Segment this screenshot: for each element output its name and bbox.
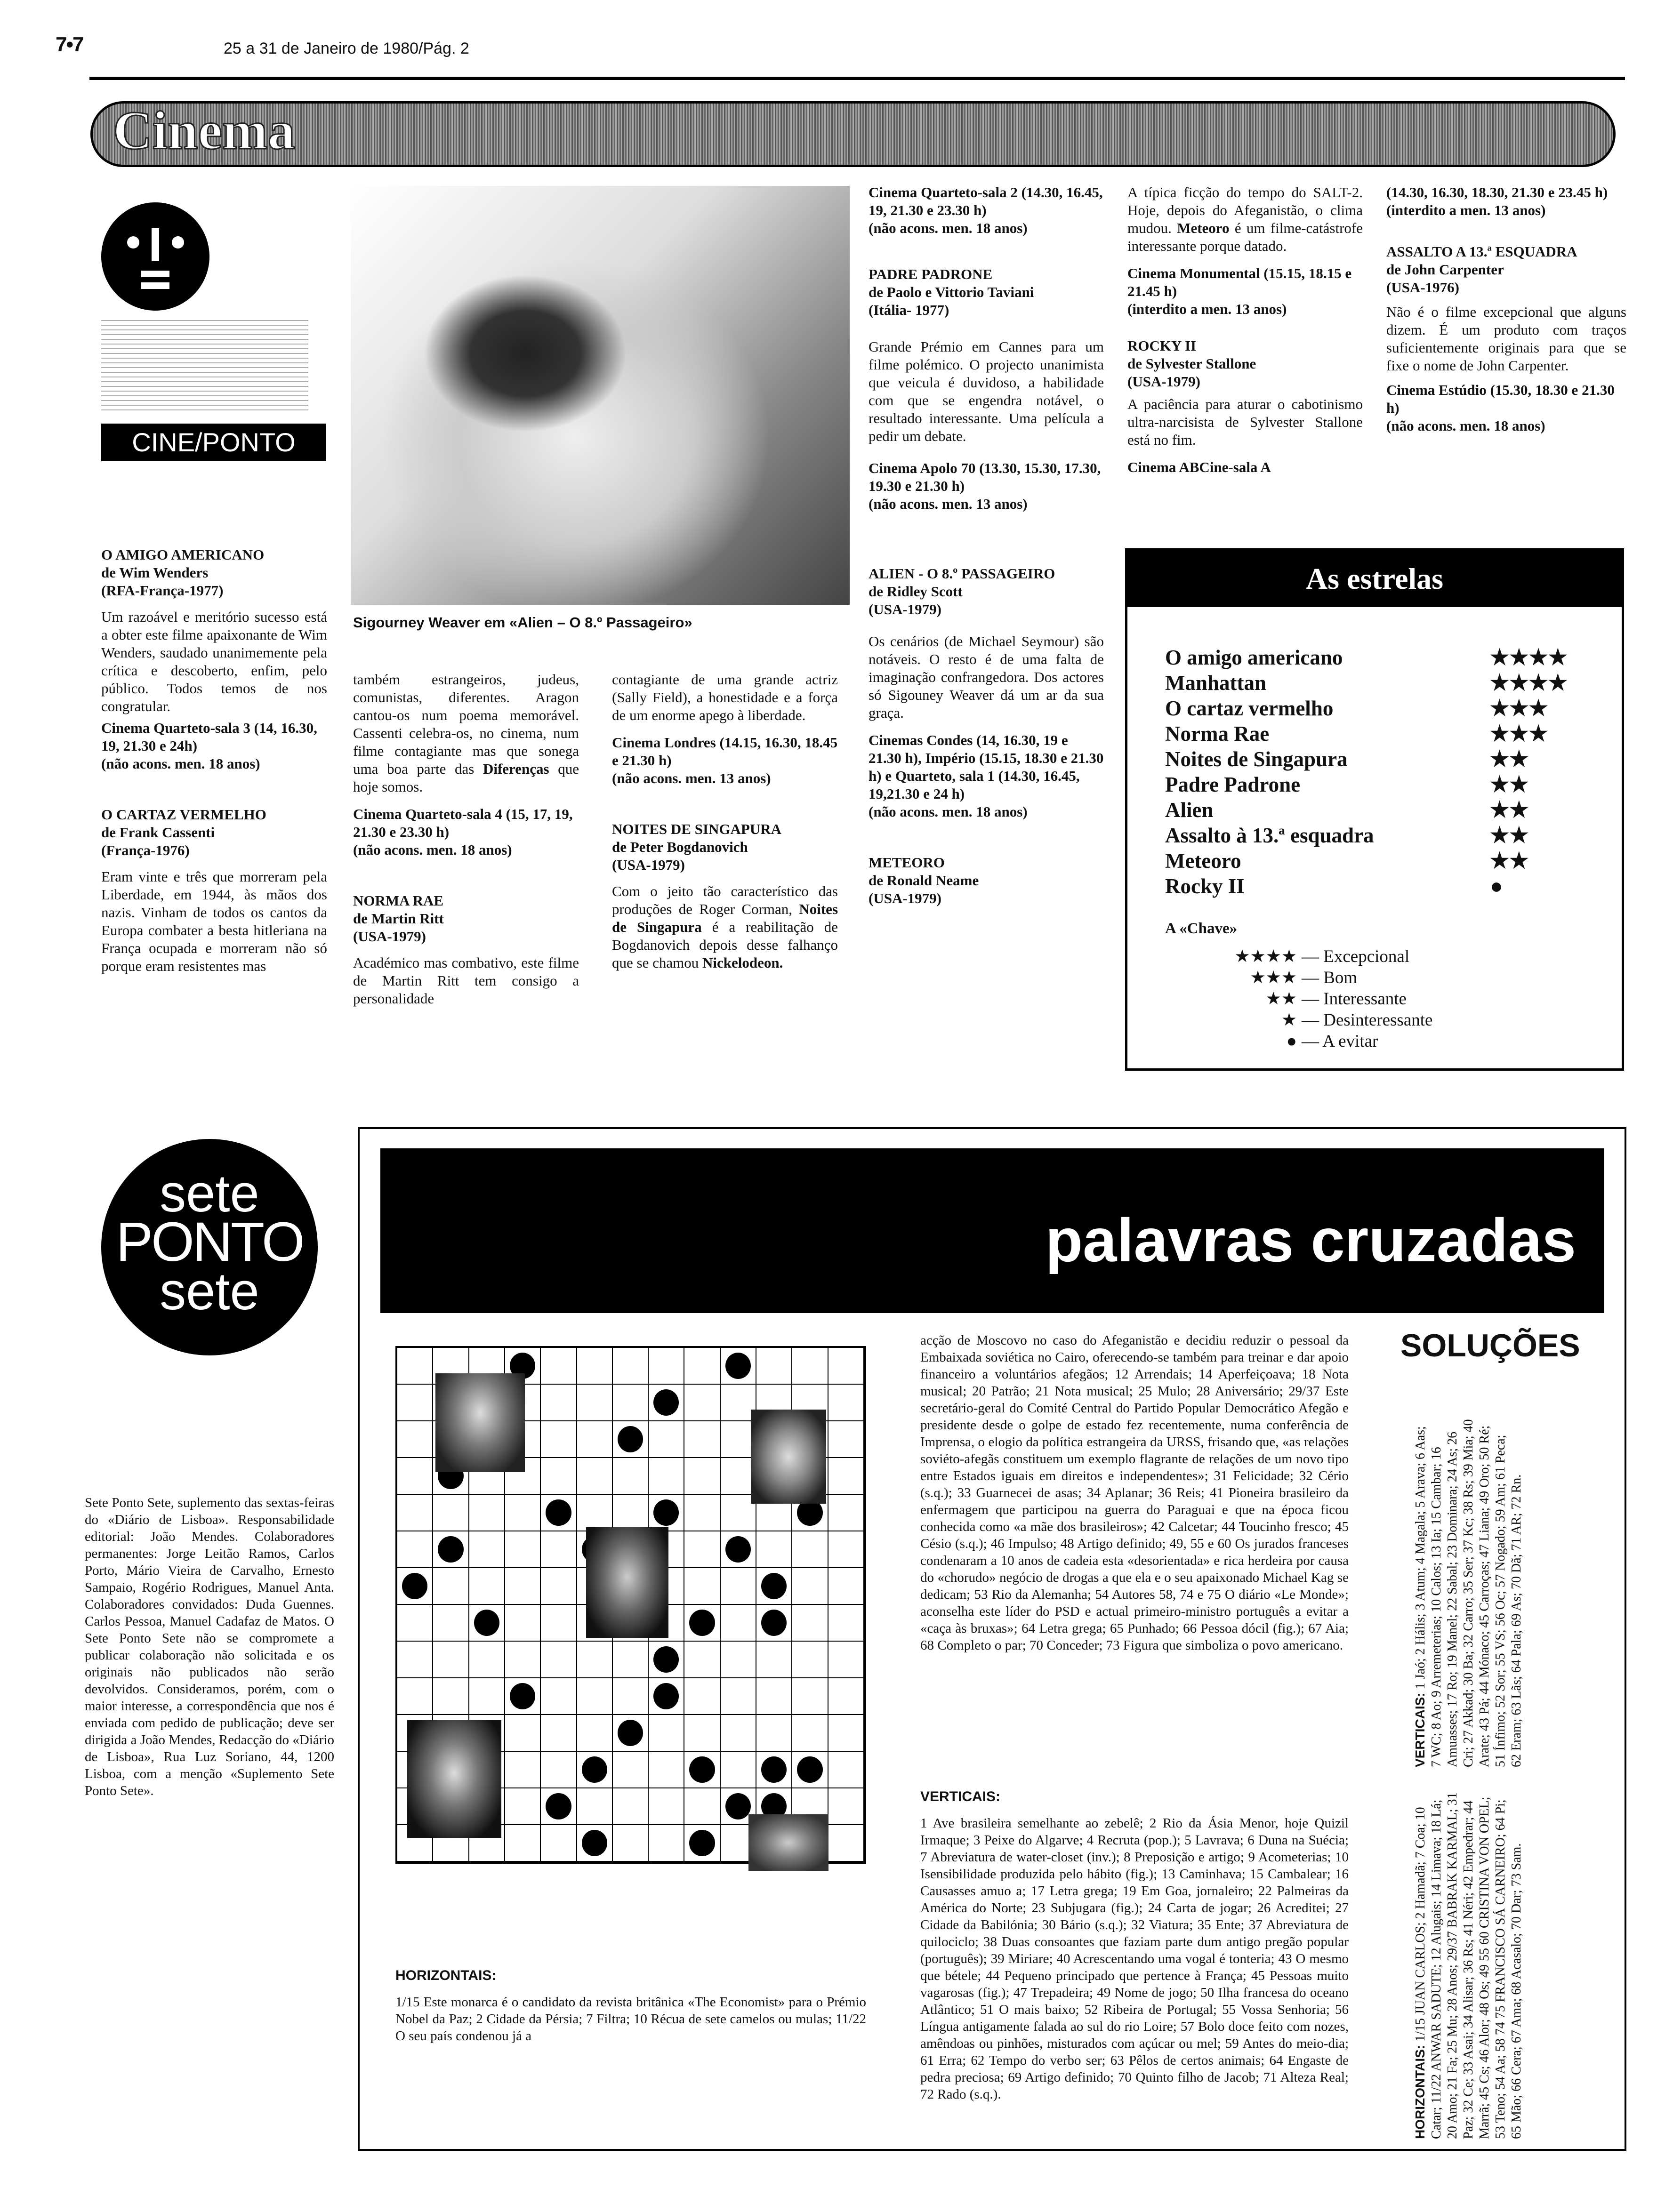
stars-icon: ★★★★ — [1490, 645, 1568, 669]
black-dot — [546, 1499, 571, 1526]
setepontosete-credits: Sete Ponto Sete, suplemento das sextas-feiras do «Diário de Lisboa». Responsabilidade editorial: João Mendes. Colaboradores permanentes: Jorge Leitão Ramos, Carlos Porto, Mário Vieira de Carvalho, Ernesto Sampaio, Rogério Rodrigues, Manuel Anta. Colaboradores convidados: Duda Guennes. Carlos Pessoa, Manuel Cadafaz de Matos. O Sete Ponto Sete não se compromete a publicar colaboração não solicitada e os originais não publicados não serão devolvidos. Consideramos, porém, com o maior interesse, a correspondência que nos é enviada com pedido de publicação; deve ser dirigida a João Mendes, Redacção do «Diário de Lisboa», Rua Luz Soriano, 44, 1200 Lisboa, com a menção «Suplemento Sete Ponto Sete». — [85, 1495, 334, 1798]
grid-cell — [577, 1825, 613, 1862]
grid-cell — [433, 1568, 469, 1605]
photo-caption: Sigourney Weaver em «Alien – O 8.º Passageiro» — [353, 614, 692, 631]
grid-cell — [541, 1531, 577, 1568]
key-row — [1165, 1010, 1495, 1031]
column-2: também estrangeiros, judeus, comunistas, diferentes. Aragon cantou-os num poema memorável. Cassenti celebra-os, no cinema, num filme contagiante mas que sonega uma boa parte das Diferenças que hoje somos. Cinema Quarteto-sala 4 (15, 17, 19, 21.30 e 23.30 h) (não acons. men. 18 anos) NORMA RAE de Martin Ritt (USA-1979) Académico mas combativo, este filme de Martin Ritt tem consigo a personalidade — [353, 671, 579, 1007]
black-dot — [653, 1646, 679, 1673]
black-dot — [689, 1610, 715, 1636]
grid-cell — [541, 1752, 577, 1788]
stars-icon: ★ — [1281, 1010, 1297, 1030]
grid-cell — [792, 1605, 828, 1642]
grid-cell — [505, 1568, 541, 1605]
film-name: Alien — [1165, 798, 1214, 822]
grid-cell — [792, 1642, 828, 1678]
black-dot — [653, 1389, 679, 1416]
date-line: 25 a 31 de Janeiro de 1980/Pág. 2 — [224, 40, 469, 57]
review-rating: (não acons. men. 18 anos) — [353, 842, 512, 858]
grid-cell — [541, 1788, 577, 1825]
review-rating: (não acons. men. 18 anos) — [1386, 417, 1545, 434]
grid-cell — [721, 1678, 756, 1715]
black-dot — [689, 1756, 715, 1783]
grid-cell — [792, 1531, 828, 1568]
grid-cell — [577, 1752, 613, 1788]
grid-cell — [721, 1568, 756, 1605]
black-dot — [797, 1756, 822, 1783]
estrelas-title: As estrelas — [1127, 551, 1622, 607]
black-dot — [653, 1499, 679, 1526]
grid-cell — [613, 1825, 649, 1862]
grid-cell — [828, 1531, 864, 1568]
grid-cell — [792, 1678, 828, 1715]
grid-cell — [828, 1678, 864, 1715]
verticais-block: VERTICAIS: 1 Ave brasileira semelhante ao zebelê; 2 Rio da Ásia Menor, hoje Quizil Irmaque; 3 Peixe do Algarve; 4 Recruta (pop.); 5 Lavrava; 6 Duna na Suécia; 7 Abreviatura de water-closet (inv.); 8 Preposição e artigo; 9 Acometerias; 10 Isensibilidade produzida pelo hábito (fig.); 13 Caminhava; 15 Cambalear; 16 Causasses amuo a; 17 Letra grega; 19 Em Goa, jornaleiro; 22 Palmeiras da América do Norte; 23 Subjugara (fig.); 24 Carta de jogar; 26 Acreditei; 27 Cidade da Babilónia; 30 Bário (s.q.); 32 Viatura; 35 Ente; 37 Abreviatura de quilociclo; 38 Duas consoantes que faziam parte dum antigo pregão popular (português); 39 Miriare; 40 Acrescentando uma vogal é tonteria; 43 O mesmo que bétele; 44 Pequeno principado que pertence à França; 45 Pessoas muito vagarosas (fig.); 47 Trepadeira; 49 Nome de jogo; 50 Ilha francesa do oceano Atlântico; 51 O mais baixo; 52 Ribeira de Portugal; 55 Vossa Senhoria; 56 Língua antigamente falada ao sul do rio Loire; 57 Bolo doce feito com nozes, amêndoas ou pinhões, misturados com açúcar ou mel; 59 Antes do meio-dia; 61 Erra; 62 Tempo do verbo ser; 63 Pêlos de certos animais; 64 Engaste de pedra preciosa; 69 Artigo definido; 70 Quinto filho de Jacob; 71 Alteza Real; 72 Rado (s.q.). — [920, 1789, 1349, 2102]
grid-cell — [756, 1568, 792, 1605]
key-label: — Excepcional — [1302, 947, 1410, 966]
estrelas-row — [1165, 823, 1598, 848]
film-name: O amigo americano — [1165, 646, 1343, 669]
grid-cell — [613, 1752, 649, 1788]
black-dot — [402, 1573, 427, 1599]
crossword-title: palavras cruzadas — [380, 1148, 1604, 1313]
cinema-banner-title: Cinema — [113, 101, 295, 161]
grid-cell — [577, 1421, 613, 1458]
black-dot — [582, 1830, 607, 1856]
key-label: — Bom — [1302, 968, 1358, 987]
review-text: Um razoável e meritório sucesso está a obter este filme apaixonante de Wim Wenders, saudado unanimemente pela crítica e descoberto, enfim, pelo público. Todos temos de nos congratular. — [101, 609, 327, 714]
grid-cell — [792, 1568, 828, 1605]
grid-cell — [613, 1715, 649, 1752]
grid-cell — [649, 1421, 684, 1458]
review-rating: (interdito a men. 13 anos) — [1386, 202, 1546, 218]
grid-cell — [541, 1421, 577, 1458]
estrelas-row — [1165, 645, 1598, 670]
grid-cell — [613, 1495, 649, 1531]
review-sessions: Cinema Estúdio (15.30, 18.30 e 21.30 h) — [1386, 382, 1615, 416]
key-list — [1165, 946, 1495, 1052]
grid-cell — [684, 1642, 720, 1678]
review-sessions: Cinema ABCine-sala A — [1127, 459, 1271, 475]
grid-cell — [684, 1568, 720, 1605]
film-name: Manhattan — [1165, 671, 1267, 695]
grid-cell — [505, 1752, 541, 1788]
dot-icon: ● — [1490, 874, 1503, 898]
grid-cell — [397, 1678, 433, 1715]
grid-cell — [577, 1788, 613, 1825]
grid-cell — [613, 1348, 649, 1385]
grid-cell — [433, 1642, 469, 1678]
film-name: O cartaz vermelho — [1165, 697, 1334, 720]
key-label: — A evitar — [1302, 1032, 1378, 1051]
grid-cell — [541, 1678, 577, 1715]
face-icon — [101, 202, 209, 311]
grid-cell — [828, 1642, 864, 1678]
grid-cell — [792, 1752, 828, 1788]
review-text: Os cenários (de Michael Seymour) são notáveis. O resto é de uma falta de imaginação confrangedora. Dos actores só Sigouney Weaver dá um ar da sua graça. — [869, 633, 1104, 721]
key-row — [1165, 1031, 1495, 1052]
grid-cell — [613, 1421, 649, 1458]
horizontais-cont: acção de Moscovo no caso do Afeganistão e decidiu reduzir o pessoal da Embaixada soviética no Cairo, oferecendo-se também para treinar e dar apoio financeiro a voluntários afegãos; 12 Arrendais; 14 Aperfeiçoava; 18 Nota musical; 20 Patrão; 21 Nota musical; 25 Mulo; 28 Aniversário; 29/37 Este secretário-geral do Comité Central do Partido Popular Democrático Afegão e presidente desde o golpe de estado fez recentemente, numa conferência de Imprensa, o elogio da política estrangeira da URSS, frisando que, «as relações soviéto-afegãs constituem um exemplo flagrante de relações de um novo tipo entre Estados iguais em direitos e independentes»; 31 Felicidade; 32 Cério (s.q.); 33 Guarnecei de asas; 34 Aplanar; 36 Reis; 41 Pioneira brasileiro da enfermagem que participou na guerra do Paraguai e que na época ficou conhecida como «a mãe dos brasileiros»; 42 Calcetar; 44 Toucinho fresco; 45 Césio (s.q.); 46 Impulso; 48 Artigo definido; 49, 55 e 60 Os jurados franceses condenaram a 10 anos de cadeia esta «desorientada» e rica herdeira por causa do «chorudo» negócio de drogas a que ela e o seu apaixonado Michael Kag se dedicam; 53 Rio da Alemanha; 54 Autores 58, 74 e 75 O diário «Le Monde»; aconselha este líder do PSD e actual primeiro-ministro português a evitar a «caça às bruxas»; 64 Letra grega; 65 Punhado; 66 Pessoa dócil (fig.); 67 Aia; 68 Completo o par; 70 Conceder; 73 Figura que simboliza o povo americano. — [920, 1333, 1349, 1653]
grid-cell — [721, 1752, 756, 1788]
dot-icon: ● — [1286, 1032, 1297, 1051]
grid-cell — [433, 1495, 469, 1531]
estrelas-row — [1165, 772, 1598, 797]
grid-photo-man-2 — [586, 1527, 668, 1638]
setepontosete-logo: sete PONTO sete — [101, 1139, 318, 1355]
black-dot — [725, 1536, 751, 1563]
review-title: O AMIGO AMERICANO — [101, 546, 265, 563]
black-dot — [618, 1720, 643, 1746]
review-text: Não é o filme excepcional que alguns dizem. É um produto com traços suficientemente originais para que se fixe o nome de John Carpenter. — [1386, 304, 1626, 374]
stars-icon: ★★★ — [1490, 696, 1548, 720]
grid-cell — [541, 1495, 577, 1531]
grid-cell — [684, 1678, 720, 1715]
grid-cell — [505, 1825, 541, 1862]
cineponto-label: CINE/PONTO — [101, 424, 326, 461]
solucoes-title: SOLUÇÕES — [1400, 1328, 1580, 1363]
grid-cell — [577, 1458, 613, 1495]
review-sessions: Cinemas Condes (14, 16.30, 19 e 21.30 h), Império (15.15, 18.30 e 21.30 h) e Quarteto, sala 1 (14.30, 16.45, 19,21.30 e 24 h) — [869, 732, 1104, 802]
grid-cell — [684, 1715, 720, 1752]
key-row — [1165, 988, 1495, 1010]
review-rating: (não acons. men. 18 anos) — [869, 803, 1028, 820]
grid-cell — [541, 1348, 577, 1385]
grid-cell — [505, 1788, 541, 1825]
grid-cell — [577, 1678, 613, 1715]
grid-cell — [541, 1715, 577, 1752]
estrelas-row — [1165, 797, 1598, 823]
grid-photo-man-3 — [407, 1720, 501, 1838]
review-text: Grande Prémio em Cannes para um filme polémico. O projecto unanimista que veicula é duvidoso, a habilidade com que se engendra notável, o resultado interessante. Uma película a pedir um debate. — [869, 338, 1104, 444]
film-name: Padre Padrone — [1165, 773, 1301, 796]
grid-cell — [828, 1495, 864, 1531]
grid-cell — [792, 1715, 828, 1752]
grid-photo-man-4 — [748, 1814, 828, 1871]
grid-cell — [828, 1348, 864, 1385]
grid-cell — [613, 1458, 649, 1495]
review-text: A paciência para aturar o cabotinismo ultra-narcisista de Sylvester Stallone está no fim. — [1127, 396, 1363, 448]
review-title: NORMA RAE — [353, 892, 444, 909]
review-text: Eram vinte e três que morreram pela Liberdade, em 1944, às mãos dos nazis. Vinham de todos os cantos da Europa combater a besta hitleriana na França ocupada e morreram não só porque eram resistentes mas — [101, 868, 327, 974]
grid-cell — [684, 1421, 720, 1458]
grid-cell — [541, 1605, 577, 1642]
black-dot — [618, 1426, 643, 1452]
column-5: A típica ficção do tempo do SALT-2. Hoje, depois do Afeganistão, o clima mudou. Meteoro é um filme-catástrofe interessante porque datado. Cinema Monumental (15.15, 18.15 e 21.45 h) (interdito a men. 13 anos) ROCKY II de Sylvester Stallone (USA-1979) A paciência para aturar o cabotinismo ultra-narcisista de Sylvester Stallone está no fim. Cinema ABCine-sala A — [1127, 184, 1363, 475]
grid-cell — [433, 1678, 469, 1715]
review-rating: (não acons. men. 18 anos) — [101, 755, 260, 772]
black-dot — [725, 1353, 751, 1379]
grid-cell — [649, 1715, 684, 1752]
stars-icon: ★★ — [1490, 798, 1529, 822]
grid-cell — [469, 1605, 505, 1642]
review-rating: (não acons. men. 13 anos) — [869, 496, 1028, 512]
grid-cell — [541, 1458, 577, 1495]
grid-cell — [649, 1385, 684, 1421]
grid-cell — [684, 1531, 720, 1568]
grid-cell — [577, 1385, 613, 1421]
stars-icon: ★★ — [1490, 849, 1529, 873]
grid-cell — [828, 1385, 864, 1421]
estrelas-row — [1165, 746, 1598, 772]
grid-cell — [684, 1458, 720, 1495]
review-title: O CARTAZ VERMELHO — [101, 806, 266, 823]
black-dot — [582, 1756, 607, 1783]
grid-cell — [613, 1642, 649, 1678]
stars-icon: ★★ — [1490, 747, 1529, 771]
grid-cell — [828, 1421, 864, 1458]
grid-cell — [397, 1348, 433, 1385]
grid-cell — [505, 1642, 541, 1678]
key-row — [1165, 946, 1495, 967]
grid-cell — [756, 1531, 792, 1568]
grid-cell — [828, 1605, 864, 1642]
grid-cell — [541, 1825, 577, 1862]
review-sessions: Cinema Monumental (15.15, 18.15 e 21.45 h) — [1127, 265, 1352, 299]
grid-cell — [828, 1458, 864, 1495]
estrelas-row — [1165, 670, 1598, 696]
grid-cell — [469, 1678, 505, 1715]
grid-cell — [541, 1385, 577, 1421]
grid-cell — [469, 1568, 505, 1605]
key-row — [1165, 967, 1495, 988]
grid-cell — [613, 1788, 649, 1825]
film-name: Meteoro — [1165, 849, 1241, 873]
grid-cell — [684, 1385, 720, 1421]
film-name: Assalto à 13.ª esquadra — [1165, 824, 1374, 847]
review-sessions: Cinema Apolo 70 (13.30, 15.30, 17.30, 19.30 e 21.30 h) — [869, 460, 1101, 494]
grid-cell — [828, 1715, 864, 1752]
review-sessions: Cinema Quarteto-sala 4 (15, 17, 19, 21.30 e 23.30 h) — [353, 806, 573, 840]
grid-cell — [541, 1642, 577, 1678]
cinema-banner — [90, 101, 1616, 167]
review-title: ROCKY II — [1127, 337, 1197, 354]
grid-cell — [828, 1752, 864, 1788]
grid-cell — [577, 1642, 613, 1678]
grid-cell — [433, 1531, 469, 1568]
grid-cell — [684, 1788, 720, 1825]
estrelas-row — [1165, 848, 1598, 874]
column-6: (14.30, 16.30, 18.30, 21.30 e 23.45 h) (interdito a men. 13 anos) ASSALTO A 13.ª ESQUADRA de John Carpenter (USA-1976) Não é o filme excepcional que alguns dizem. É um produto com traços suficientemente originais para que se fixe o nome de John Carpenter. Cinema Estúdio (15.30, 18.30 e 21.30 h) (não acons. men. 18 anos) — [1386, 184, 1626, 434]
grid-cell — [756, 1642, 792, 1678]
black-dot — [510, 1683, 535, 1709]
horizontais-block: HORIZONTAIS: 1/15 Este monarca é o candidato da revista britânica «The Economist» para o Prémio Nobel da Paz; 2 Cidade da Pérsia; 7 Filtra; 10 Récua de sete camelos ou mulas; 11/22 O seu país condenou já a — [395, 1968, 866, 2044]
grid-cell — [756, 1752, 792, 1788]
grid-cell — [397, 1605, 433, 1642]
grid-cell — [397, 1495, 433, 1531]
grid-cell — [505, 1678, 541, 1715]
grid-cell — [505, 1495, 541, 1531]
grid-cell — [577, 1495, 613, 1531]
grid-cell — [433, 1605, 469, 1642]
black-dot — [438, 1536, 463, 1563]
grid-cell — [649, 1642, 684, 1678]
review-text: Académico mas combativo, este filme de Martin Ritt tem consigo a personalidade — [353, 954, 579, 1007]
grid-cell — [505, 1531, 541, 1568]
key-label: — Interessante — [1302, 989, 1407, 1009]
grid-photo-man-1 — [751, 1410, 826, 1504]
estrelas-row — [1165, 721, 1598, 746]
grid-cell — [721, 1348, 756, 1385]
grid-cell — [649, 1788, 684, 1825]
alien-photo — [351, 186, 850, 605]
grid-cell — [649, 1495, 684, 1531]
grid-cell — [613, 1678, 649, 1715]
review-title: METEORO — [869, 854, 945, 871]
grid-photo-woman — [435, 1373, 525, 1472]
black-dot — [689, 1830, 715, 1856]
film-name: Norma Rae — [1165, 722, 1270, 745]
grid-cell — [397, 1421, 433, 1458]
grid-cell — [649, 1348, 684, 1385]
estrelas-row — [1165, 874, 1598, 899]
grid-cell — [684, 1752, 720, 1788]
key-label: — Desinteressante — [1302, 1010, 1433, 1030]
grid-cell — [397, 1531, 433, 1568]
grid-cell — [649, 1458, 684, 1495]
grid-cell — [828, 1568, 864, 1605]
stars-icon: ★★ — [1490, 823, 1529, 847]
column-4: Cinema Quarteto-sala 2 (14.30, 16.45, 19, 21.30 e 23.30 h) (não acons. men. 18 anos) PADRE PADRONE de Paolo e Vittorio Taviani (Itália- 1977) Grande Prémio em Cannes para um filme polémico. O projecto unanimista que veicula é duvidoso, a habilidade com que se engendra notável, o resultado interessante. Uma película a pedir um debate. Cinema Apolo 70 (13.30, 15.30, 17.30, 19.30 e 21.30 h) (não acons. men. 13 anos) ALIEN - O 8.º PASSAGEIRO de Ridley Scott (USA-1979) Os cenários (de Michael Seymour) são notáveis. O resto é de uma falta de imaginação confrangedora. Dos actores só Sigouney Weaver dá um ar da sua graça. Cinemas Condes (14, 16.30, 19 e 21.30 h), Império (15.15, 18.30 e 21.30 h) e Quarteto, sala 1 (14.30, 16.45, 19,21.30 e 24 h) (não acons. men. 18 anos) METEORO de Ronald Neame (USA-1979) — [869, 184, 1104, 906]
review-sessions: Cinema Quarteto-sala 2 (14.30, 16.45, 19, 21.30 e 23.30 h) — [869, 184, 1103, 218]
grid-cell — [684, 1495, 720, 1531]
black-dot — [761, 1610, 787, 1636]
review-title: PADRE PADRONE — [869, 266, 993, 282]
black-dot — [725, 1793, 751, 1819]
grid-cell — [649, 1678, 684, 1715]
column-1: O AMIGO AMERICANO de Wim Wenders (RFA-França-1977) Um razoável e meritório sucesso está a obter este filme apaixonante de Wim Wenders, saudado unanimemente pela crítica e descoberto, enfim, pelo público. Todos temos de nos congratular. Cinema Quarteto-sala 3 (14, 16.30, 19, 21.30 e 24h) (não acons. men. 18 anos) O CARTAZ VERMELHO de Frank Cassenti (França-1976) Eram vinte e três que morreram pela Liberdade, em 1944, às mãos dos nazis. Vinham de todos os cantos da Europa combater a besta hitleriana na França ocupada e morreram não só porque eram resistentes mas — [101, 546, 327, 974]
grid-cell — [397, 1458, 433, 1495]
grid-cell — [397, 1642, 433, 1678]
grid-cell — [721, 1531, 756, 1568]
header-rule — [89, 77, 1625, 80]
review-sessions: Cinema Quarteto-sala 3 (14, 16.30, 19, 21.30 e 24h) — [101, 720, 317, 754]
grid-cell — [469, 1531, 505, 1568]
grid-cell — [397, 1385, 433, 1421]
grid-cell — [505, 1605, 541, 1642]
grid-cell — [684, 1605, 720, 1642]
grid-cell — [469, 1495, 505, 1531]
key-title: A «Chave» — [1165, 920, 1238, 937]
film-name: Noites de Singapura — [1165, 747, 1348, 771]
review-rating: (interdito a men. 13 anos) — [1127, 301, 1287, 317]
estrelas-row — [1165, 696, 1598, 721]
black-dot — [546, 1793, 571, 1819]
stars-icon: ★★★★ — [1234, 947, 1297, 966]
stars-icon: ★★★★ — [1490, 671, 1568, 695]
solucoes-rotated: HORIZONTAIS: 1/15 JUAN CARLOS; 2 Hamadã; 7 Coa; 10 Catar; 11/22 ANWAR SADUTE; 12 Alugais; 14 Limava; 18 Lá; 20 Amo; 21 Fa; 25 Mu; 28 Anos; 29/37 BABRAK KARMAL; 31 Paz; 32 Ce; 33 Asai; 34 Alisar; 36 Rs; 41 Néri; 42 Empedrar; 44 Marrã; 45 Cs; 46 Alor; 48 Os; 49 55 60 CRISTINA VON OPEL; 53 Teno; 54 Aa; 58 74 75 FRANCISCO SÁ CARNEIRO; 64 Pi; 65 Mão; 66 Cera; 67 Ama; 68 Acasalo; 70 Dar; 73 Sam. VERTICAIS: 1 Jaó; 2 Hális; 3 Atum; 4 Magala; 5 Arava; 6 Aas; 7 WC; 8 Ao; 9 Arremeterias; 10 Calos; 13 Ia; 15 Cambar; 16 Amuasses; 17 Ro; 19 Manel; 22 Sabal; 23 Dominara; 24 As; 26 Cri; 27 Akkad; 30 Ba; 32 Carro; 35 Ser; 37 Kc; 38 Rs; 39 Mia; 40 Arate; 43 Pá; 44 Mónaco; 45 Carroças; 47 Liana; 49 Oro; 50 Ré; 51 Ínfimo; 52 Sor; 55 VS; 56 Oc; 57 Nogado; 59 Am; 61 Peca; 62 Eram; 63 Lãs; 64 Pala; 69 As; 70 Dã; 71 AR; 72 Rn. — [1413, 1419, 1524, 2139]
grid-cell — [721, 1605, 756, 1642]
review-rating: (não acons. men. 13 anos) — [612, 770, 771, 786]
masthead-logo: 7•7 — [56, 33, 83, 56]
grid-cell — [577, 1348, 613, 1385]
black-dot — [474, 1610, 499, 1636]
column-3: contagiante de uma grande actriz (Sally Field), a honestidade e a força de um enorme apego à liberdade. Cinema Londres (14.15, 16.30, 18.45 e 21.30 h) (não acons. men. 13 anos) NOITES DE SINGAPURA de Peter Bogdanovich (USA-1979) Com o jeito tão característico das produções de Roger Corman, Noites de Singapura é a reabilitação de Bogdanovich depois desse falhanço que se chamou Nickelodeon. — [612, 671, 838, 971]
grid-cell — [756, 1678, 792, 1715]
grid-cell — [577, 1715, 613, 1752]
grid-cell — [756, 1348, 792, 1385]
grid-cell — [541, 1568, 577, 1605]
grid-cell — [721, 1715, 756, 1752]
grid-cell — [397, 1568, 433, 1605]
grid-cell — [828, 1788, 864, 1825]
stars-icon: ★★★ — [1490, 721, 1548, 745]
grid-cell — [792, 1348, 828, 1385]
review-title: ALIEN - O 8.º PASSAGEIRO — [869, 565, 1055, 582]
grid-cell — [756, 1715, 792, 1752]
film-name: Rocky II — [1165, 874, 1245, 898]
grid-cell — [649, 1752, 684, 1788]
black-dot — [761, 1573, 787, 1599]
grid-cell — [756, 1605, 792, 1642]
grid-cell — [684, 1825, 720, 1862]
grid-cell — [469, 1642, 505, 1678]
grid-cell — [684, 1348, 720, 1385]
grid-cell — [649, 1825, 684, 1862]
review-title: NOITES DE SINGAPURA — [612, 821, 782, 837]
review-title: ASSALTO A 13.ª ESQUADRA — [1386, 243, 1577, 260]
estrelas-list — [1165, 645, 1598, 899]
grid-cell — [721, 1642, 756, 1678]
black-dot — [653, 1683, 679, 1709]
halftone-pattern — [101, 320, 308, 414]
stars-icon: ★★ — [1490, 772, 1529, 796]
review-sessions: Cinema Londres (14.15, 16.30, 18.45 e 21.30 h) — [612, 734, 838, 769]
grid-cell — [828, 1825, 864, 1862]
grid-cell — [505, 1715, 541, 1752]
estrelas-box — [1125, 548, 1624, 1071]
cineponto-logo — [101, 198, 327, 480]
stars-icon: ★★★ — [1250, 968, 1297, 987]
stars-icon: ★★ — [1265, 989, 1297, 1009]
black-dot — [761, 1756, 787, 1783]
grid-cell — [613, 1385, 649, 1421]
